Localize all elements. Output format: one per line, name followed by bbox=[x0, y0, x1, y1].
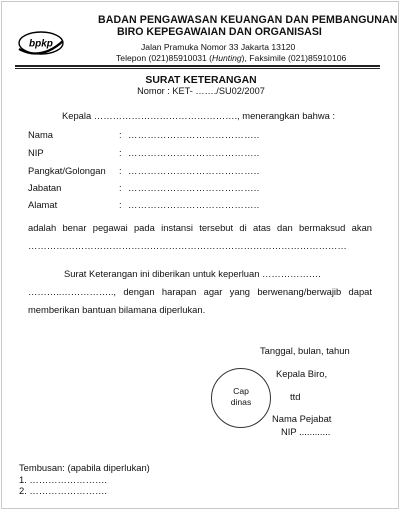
field-label-pangkat: Pangkat/Golongan bbox=[28, 165, 106, 176]
signature-nip: NIP ............ bbox=[281, 426, 331, 437]
field-colon: : bbox=[119, 199, 122, 210]
field-value-pangkat: ………………………………….. bbox=[128, 165, 260, 176]
org-address: Jalan Pramuka Nomor 33 Jakarta 13120 bbox=[141, 42, 296, 52]
stamp-text-dinas: dinas bbox=[230, 397, 252, 407]
bpkp-logo bbox=[16, 27, 96, 59]
field-colon: : bbox=[119, 129, 122, 140]
purpose-line2: ………..…………….., dengan harapan agar yang berwenang/berwajib dapat bbox=[28, 286, 372, 297]
document-number: Nomor : KET- ……./SU02/2007 bbox=[137, 86, 265, 96]
phone-suffix: ), Faksimile (021)85910106 bbox=[241, 53, 347, 63]
intro-tail: menerangkan bahwa : bbox=[242, 110, 336, 121]
signature-date: Tanggal, bulan, tahun bbox=[260, 345, 350, 356]
signature-name: Nama Pejabat bbox=[272, 413, 332, 424]
field-colon: : bbox=[119, 147, 122, 158]
intro-lead: Kepala bbox=[62, 110, 92, 121]
field-colon: : bbox=[119, 182, 122, 193]
intro-line bbox=[62, 110, 335, 121]
copies-item-2: 2. ……………………. bbox=[19, 485, 108, 496]
copies-heading: Tembusan: (apabila diperlukan) bbox=[19, 462, 150, 473]
phone-hunting: Hunting bbox=[212, 53, 242, 63]
org-name-line1: BADAN PENGAWASAN KEUANGAN DAN PEMBANGUNAN bbox=[98, 14, 398, 26]
purpose-line1: Surat Keterangan ini diberikan untuk keperluan ………………. bbox=[64, 268, 321, 279]
field-label-nip: NIP bbox=[28, 147, 44, 158]
org-phone-fax bbox=[116, 53, 346, 63]
signature-ttd: ttd bbox=[290, 391, 301, 402]
field-label-alamat: Alamat bbox=[28, 199, 58, 210]
copies-item-1: 1. ……………………. bbox=[19, 474, 108, 485]
signature-position: Kepala Biro, bbox=[276, 368, 328, 379]
field-value-alamat: ………………………………….. bbox=[128, 199, 260, 210]
statement-line2: ………………………………………………………………………………………… bbox=[28, 240, 347, 251]
phone-prefix: Telepon (021)85910031 ( bbox=[116, 53, 213, 63]
letter-page bbox=[1, 1, 399, 509]
field-value-nama: ………………………………….. bbox=[128, 129, 260, 140]
header-rule-thin bbox=[15, 68, 380, 69]
field-colon: : bbox=[119, 165, 122, 176]
statement-line1: adalah benar pegawai pada instansi tersebut di atas dan bermaksud akan bbox=[28, 222, 372, 233]
stamp-text-cap: Cap bbox=[233, 386, 249, 396]
document-title: SURAT KETERANGAN bbox=[145, 75, 257, 86]
intro-dots: ………………………………………., bbox=[93, 110, 240, 121]
field-label-jabatan: Jabatan bbox=[28, 182, 62, 193]
purpose-line3: memberikan bantuan bilamana diperlukan. bbox=[28, 304, 206, 315]
org-name-line2: BIRO KEPEGAWAIAN DAN ORGANISASI bbox=[117, 26, 322, 38]
field-value-nip: ………………………………….. bbox=[128, 147, 260, 158]
logo-text: bpkp bbox=[29, 38, 53, 50]
field-value-jabatan: ………………………………….. bbox=[128, 182, 260, 193]
header-rule-thick bbox=[15, 65, 380, 67]
field-label-nama: Nama bbox=[28, 129, 54, 140]
official-stamp-circle bbox=[211, 368, 271, 428]
